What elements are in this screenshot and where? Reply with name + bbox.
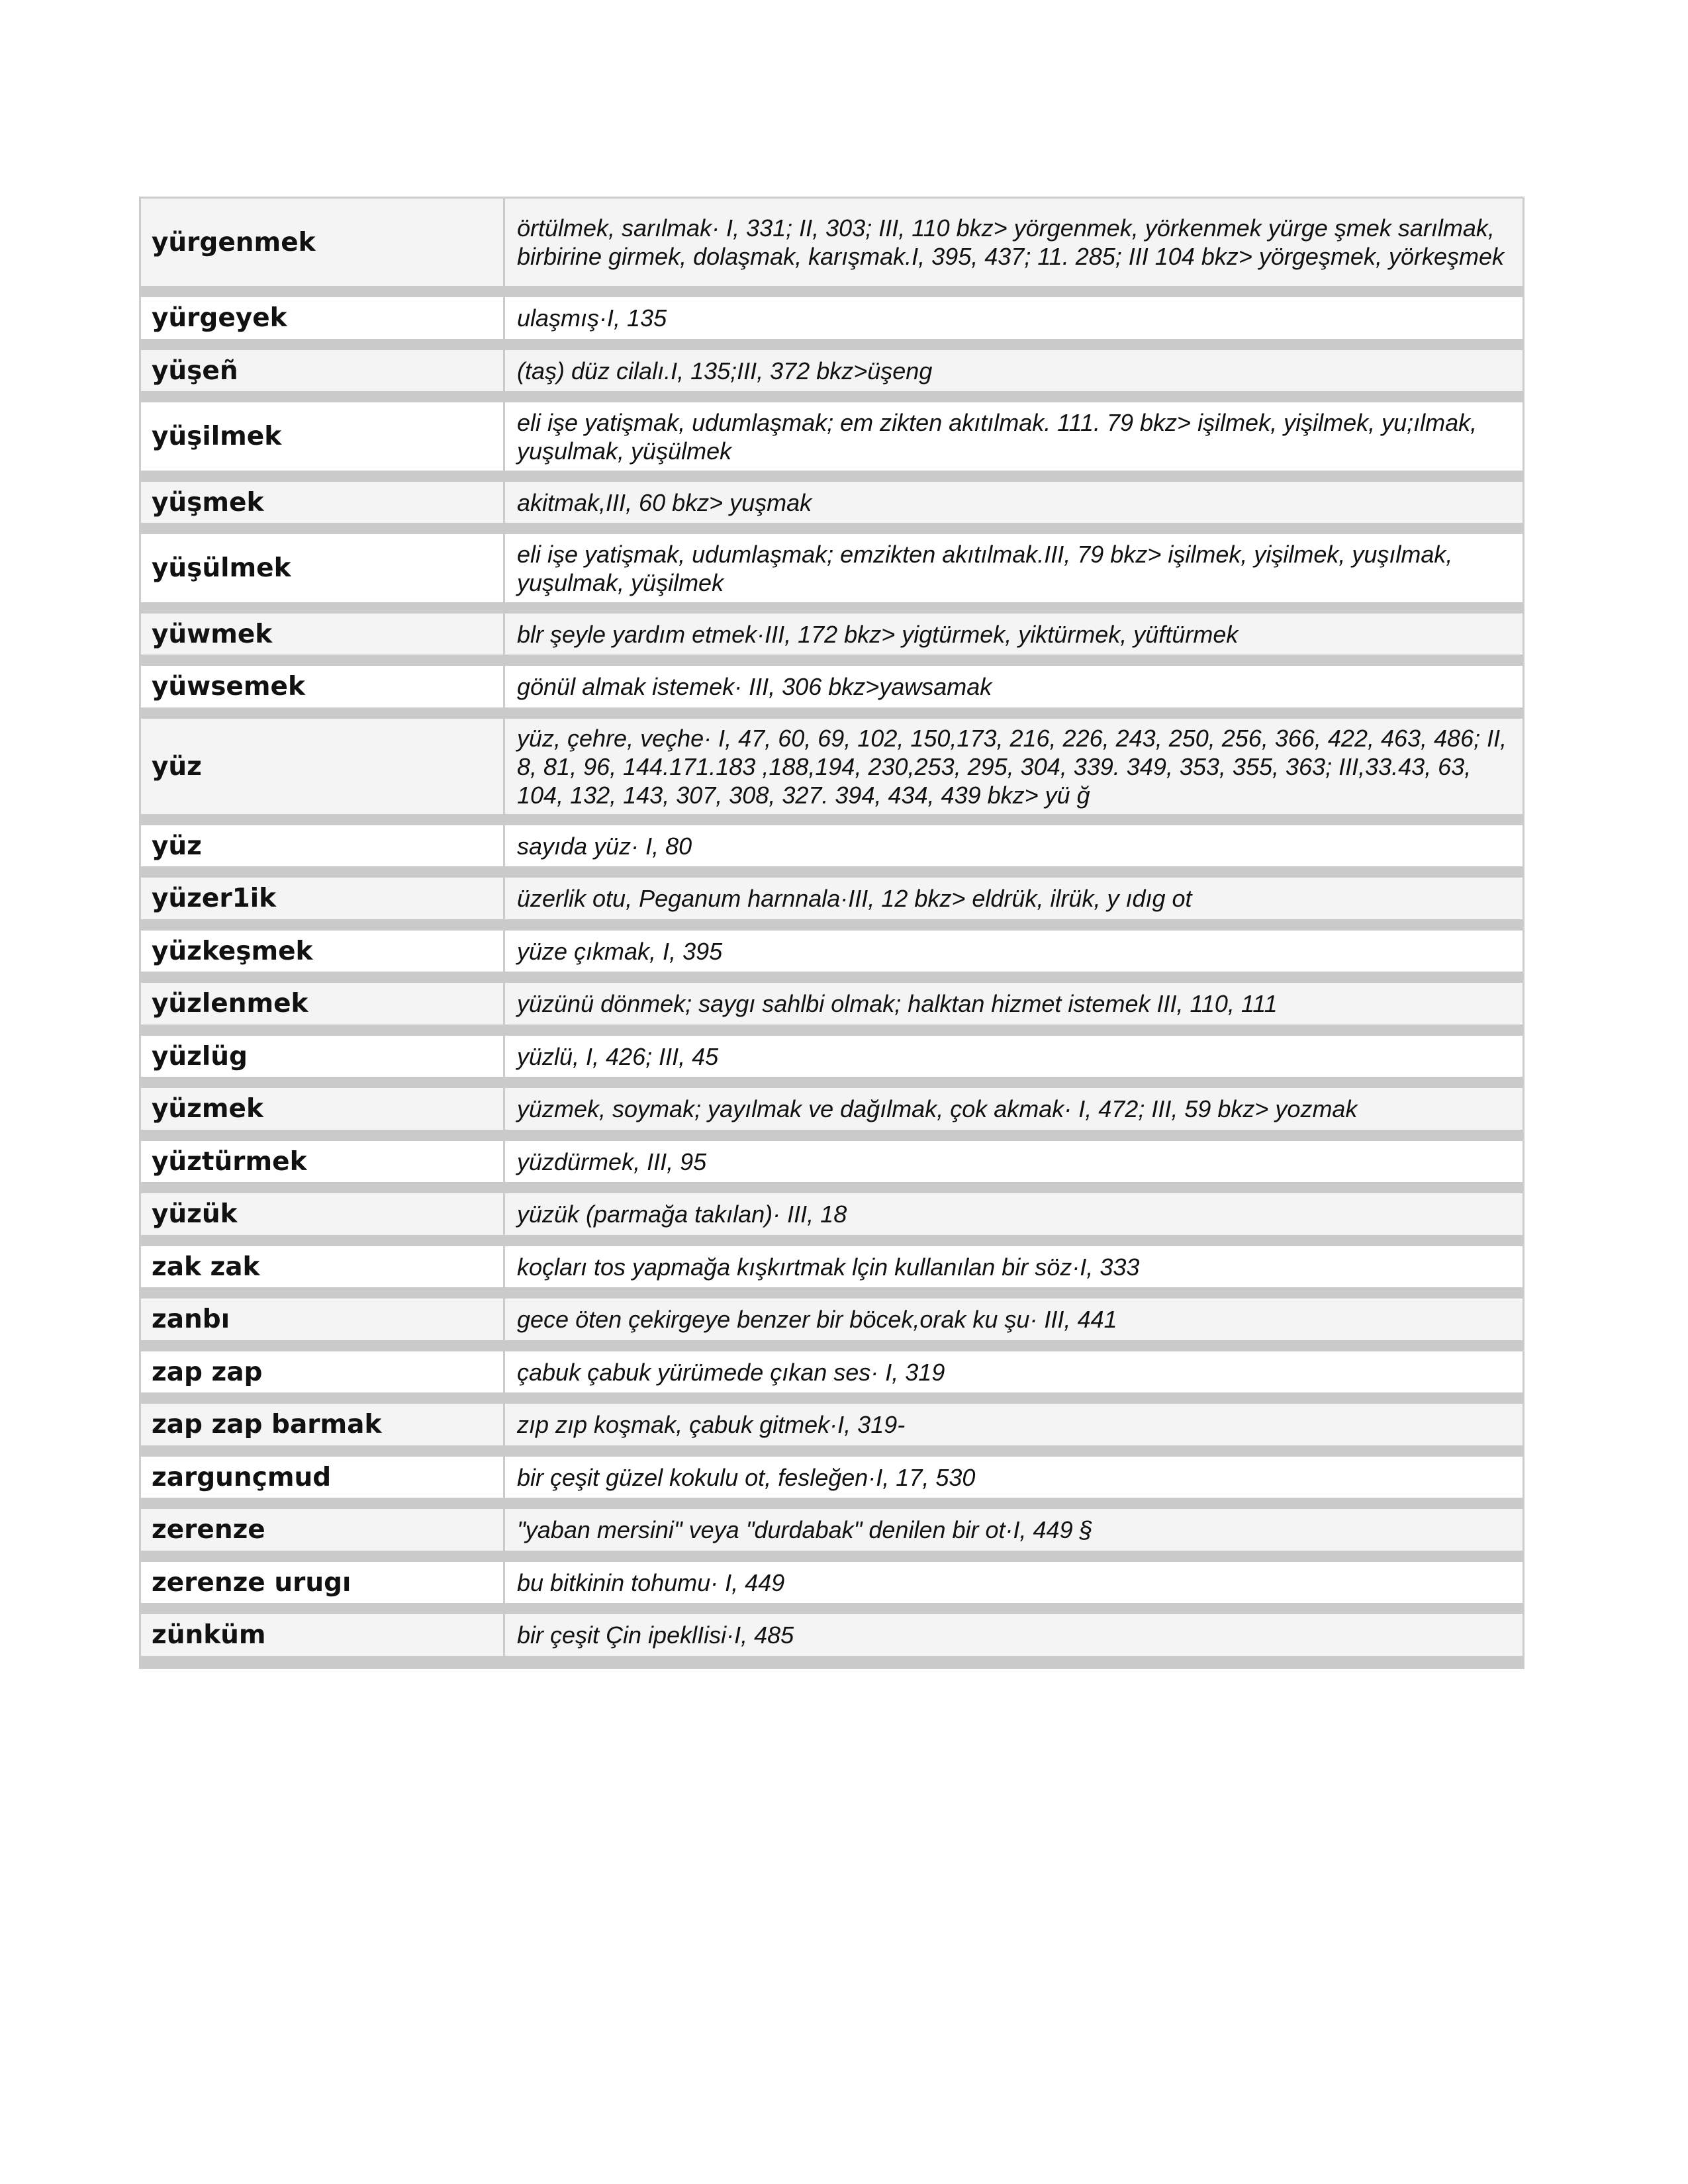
headword: yürgeyek: [141, 297, 505, 339]
table-row: [141, 1141, 1523, 1193]
definition: blr şeyle yardım etmek·III, 172 bkz> yigtürmek, yiktürmek, yüftürmek: [517, 620, 1239, 648]
definition: yüzük (parmağa takılan)· III, 18: [517, 1201, 847, 1228]
table-row: [141, 199, 1523, 297]
headword: zargunçmud: [141, 1457, 505, 1498]
definition: zıp zıp koşmak, çabuk gitmek·I, 319-: [517, 1411, 906, 1438]
table-row: [141, 614, 1523, 666]
headword: yüzer1ik: [141, 878, 505, 919]
table-row: [141, 931, 1523, 983]
table-row: [141, 1351, 1523, 1404]
table-row: [141, 1298, 1523, 1351]
headword: yüşülmek: [141, 534, 505, 602]
table-row: [141, 1088, 1523, 1141]
headword: zerenze urugı: [141, 1562, 505, 1603]
definition: eli işe yatişmak, udumlaşmak; emzikten akıtılmak.III, 79 bkz> işilmek, yişilmek, yuşılmak, yuşulmak, yüşilmek: [517, 540, 1453, 596]
table-row: [141, 878, 1523, 931]
headword: yüzük: [141, 1193, 505, 1235]
headword: yüzkeşmek: [141, 931, 505, 972]
definition: eli işe yatişmak, udumlaşmak; em zikten akıtılmak. 111. 79 bkz> işilmek, yişilmek, yu;ılmak, yuşulmak, yüşülmek: [517, 408, 1477, 465]
headword: yüz: [141, 825, 505, 866]
definition: sayıda yüz· I, 80: [517, 832, 692, 860]
table-row: [141, 1036, 1523, 1088]
table-row: [141, 534, 1523, 614]
headword: yüztürmek: [141, 1141, 505, 1182]
definition: çabuk çabuk yürümede çıkan ses· I, 319: [517, 1358, 945, 1386]
table-row: [141, 1614, 1523, 1667]
headword: zünküm: [141, 1614, 505, 1656]
definition: ulaşmış·I, 135: [517, 304, 667, 332]
definition: bu bitkinin tohumu· I, 449: [517, 1569, 785, 1596]
table-row: [141, 1404, 1523, 1457]
dictionary-table: [139, 197, 1524, 1669]
headword: yüzmek: [141, 1088, 505, 1130]
definition: koçları tos yapmağa kışkırtmak lçin kullanılan bir söz·I, 333: [517, 1253, 1140, 1281]
table-row: [141, 1509, 1523, 1562]
headword: yüz: [141, 719, 505, 814]
headword: yüşilmek: [141, 402, 505, 471]
headword: yüzlenmek: [141, 983, 505, 1024]
headword: zanbı: [141, 1298, 505, 1340]
table-row: [141, 1457, 1523, 1509]
headword: yüwmek: [141, 614, 505, 655]
definition: gönül almak istemek· III, 306 bkz>yawsamak: [517, 673, 992, 700]
headword: yüzlüg: [141, 1036, 505, 1077]
definition: bir çeşit güzel kokulu ot, fesleğen·I, 17, 530: [517, 1463, 976, 1491]
definition: yüzdürmek, III, 95: [517, 1148, 707, 1175]
table-row: [141, 1193, 1523, 1246]
table-row: [141, 1562, 1523, 1614]
definition: yüze çıkmak, I, 395: [517, 937, 723, 965]
definition: yüzlü, I, 426; III, 45: [517, 1042, 719, 1070]
table-row: [141, 666, 1523, 719]
headword: zap zap barmak: [141, 1404, 505, 1445]
table-row: [141, 825, 1523, 878]
table-row: [141, 402, 1523, 482]
definition: örtülmek, sarılmak· I, 331; II, 303; III, 110 bkz> yörgenmek, yörkenmek yürge şmek sarılmak, birbirine girmek, dolaşmak, karışmak.I, 395, 437; 11. 285; III 104 bkz> yörgeşmek, yörkeşmek: [517, 214, 1504, 270]
headword: zap zap: [141, 1351, 505, 1392]
definition: gece öten çekirgeye benzer bir böcek,orak ku şu· III, 441: [517, 1306, 1117, 1333]
definition: (taş) düz cilalı.I, 135;III, 372 bkz>üşeng: [517, 357, 933, 385]
definition: üzerlik otu, Peganum harnnala·III, 12 bkz> eldrük, ilrük, y ıdıg ot: [517, 885, 1192, 912]
definition: yüzünü dönmek; saygı sahlbi olmak; halktan hizmet istemek III, 110, 111: [517, 990, 1278, 1017]
definition: bir çeşit Çin ipeklIisi·I, 485: [517, 1621, 794, 1649]
table-row: [141, 482, 1523, 534]
table-row: [141, 350, 1523, 402]
headword: yüwsemek: [141, 666, 505, 707]
headword: zerenze: [141, 1509, 505, 1551]
table-row: [141, 297, 1523, 350]
headword: yüşeñ: [141, 350, 505, 391]
definition: "yaban mersini" veya "durdabak" denilen bir ot·I, 449 §: [517, 1516, 1093, 1543]
definition: yüzmek, soymak; yayılmak ve dağılmak, çok akmak· I, 472; III, 59 bkz> yozmak: [517, 1095, 1358, 1122]
headword: zak zak: [141, 1246, 505, 1287]
headword: yüşmek: [141, 482, 505, 523]
headword: yürgenmek: [141, 199, 505, 286]
table-row: [141, 983, 1523, 1036]
definition: yüz, çehre, veçhe· I, 47, 60, 69, 102, 150,173, 216, 226, 243, 250, 256, 366, 422, 463, 486; II, 8, 81, 96, 144.171.183 ,188,194, 230,253, 295, 304, 339. 349, 353, 355, 363; III,33.43, 63, 104, 132, 143, 307, 308, 327. 394, 434, 439 bkz> yü ğ: [517, 724, 1507, 809]
table-row: [141, 719, 1523, 825]
table-row: [141, 1246, 1523, 1298]
definition: akitmak,III, 60 bkz> yuşmak: [517, 488, 812, 516]
